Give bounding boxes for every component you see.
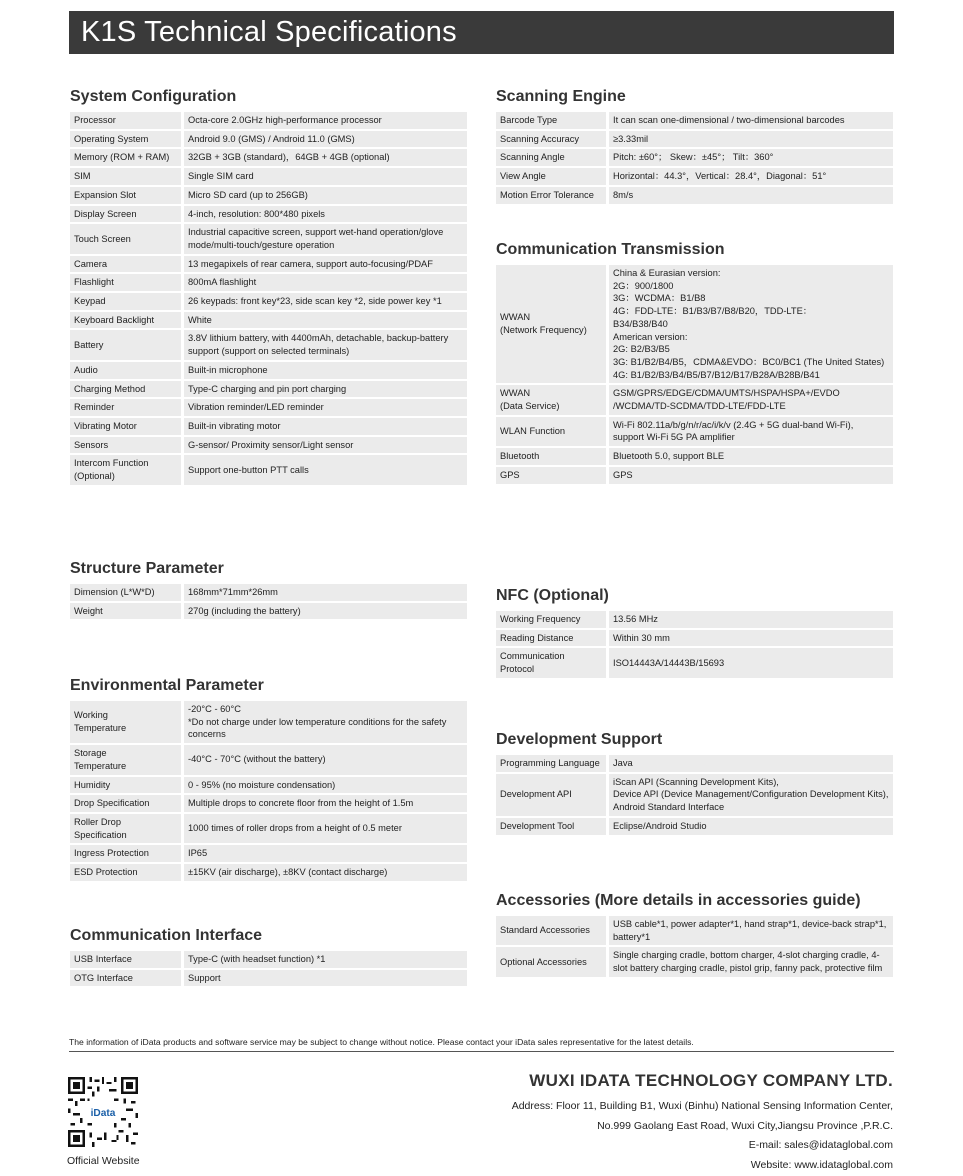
spec-label: Weight: [70, 603, 184, 620]
spec-label: Vibrating Motor: [70, 418, 184, 435]
spec-row: [496, 448, 893, 465]
spec-value: Industrial capacitive screen, support wet-hand operation/glove mode/multi-touch/gesture operation: [184, 224, 467, 253]
spec-label: Bluetooth: [496, 448, 609, 465]
spec-label: Storage Temperature: [70, 745, 184, 774]
spec-row: [70, 206, 467, 223]
spec-value: China & Eurasian version: 2G：900/1800 3G：WCDMA：B1/B8 4G：FDD-LTE：B1/B3/B7/B8/B20，TDD-LTE： B34/B38/B40 American version: 2G: B2/B3/B5 3G: B1/B2/B4/B5，CDMA&EVDO：BC0/BC1 (The United States) 4G: B1/B2/B3/B4/B5/B7/B12/B17/B28A/B28B/B41: [609, 265, 893, 383]
spec-value: Octa-core 2.0GHz high-performance processor: [184, 112, 467, 129]
spec-row: [496, 630, 893, 647]
spec-label: Flashlight: [70, 274, 184, 291]
spec-row: [70, 864, 467, 881]
spec-value: 1000 times of roller drops from a height of 0.5 meter: [184, 814, 467, 843]
spec-row: [70, 224, 467, 253]
spec-value: 800mA flashlight: [184, 274, 467, 291]
spec-value: Horizontal：44.3°，Vertical：28.4°，Diagonal：51°: [609, 168, 893, 185]
spec-row: [496, 265, 893, 383]
spec-value: It can scan one-dimensional / two-dimensional barcodes: [609, 112, 893, 129]
spec-label: Dimension (L*W*D): [70, 584, 184, 601]
spec-value: Built-in vibrating motor: [184, 418, 467, 435]
spec-value: Type-C (with headset function) *1: [184, 951, 467, 968]
spec-value: -40°C - 70°C (without the battery): [184, 745, 467, 774]
spec-value: Single SIM card: [184, 168, 467, 185]
spec-label: Battery: [70, 330, 184, 359]
spec-row: [70, 187, 467, 204]
section-environmental-parameter: [70, 676, 467, 883]
spec-row: [70, 256, 467, 273]
spec-table: [496, 753, 893, 837]
spec-value: 3.8V lithium battery, with 4400mAh, detachable, backup-battery support (support on selected terminals): [184, 330, 467, 359]
spec-value: 8m/s: [609, 187, 893, 204]
section-accessories: [496, 891, 893, 979]
spec-label: Reminder: [70, 399, 184, 416]
spec-label: Expansion Slot: [70, 187, 184, 204]
spec-value: Multiple drops to concrete floor from the height of 1.5m: [184, 795, 467, 812]
disclaimer-note: The information of iData products and software service may be subject to change without notice. Please contact your iData sales representative for the latest details.: [69, 1037, 694, 1047]
spec-label: Roller Drop Specification: [70, 814, 184, 843]
spec-value: Support one-button PTT calls: [184, 455, 467, 484]
spec-label: WLAN Function: [496, 417, 609, 446]
section-nfc: [496, 586, 893, 680]
spec-value: Wi-Fi 802.11a/b/g/n/r/ac/i/k/v (2.4G + 5G dual-band Wi-Fi), support Wi-Fi 5G PA amplifier: [609, 417, 893, 446]
spec-table: [496, 263, 893, 486]
spec-value: Android 9.0 (GMS) / Android 11.0 (GMS): [184, 131, 467, 148]
spec-row: [496, 916, 893, 945]
spec-label: Keyboard Backlight: [70, 312, 184, 329]
spec-row: [70, 814, 467, 843]
spec-label: Programming Language: [496, 755, 609, 772]
spec-value: Type-C charging and pin port charging: [184, 381, 467, 398]
section-communication-transmission: [496, 240, 893, 486]
title-banner: [69, 11, 894, 54]
section-heading: Environmental Parameter: [70, 677, 264, 694]
company-info: [512, 1071, 893, 1175]
spec-value: -20°C - 60°C *Do not charge under low temperature conditions for the safety concerns: [184, 701, 467, 743]
spec-row: [70, 951, 467, 968]
spec-value: 26 keypads: front key*23, side scan key *2, side power key *1: [184, 293, 467, 310]
spec-row: [70, 418, 467, 435]
spec-row: [496, 467, 893, 484]
spec-row: [70, 131, 467, 148]
spec-value: ≥3.33mil: [609, 131, 893, 148]
spec-row: [496, 131, 893, 148]
spec-label: Standard Accessories: [496, 916, 609, 945]
qr-code-icon[interactable]: [68, 1077, 138, 1147]
company-address-line-2: No.999 Gaolang East Road, Wuxi City,Jiangsu Province ,P.R.C.: [597, 1119, 893, 1132]
spec-row: [496, 385, 893, 414]
section-communication-interface: [70, 926, 467, 988]
spec-value: White: [184, 312, 467, 329]
spec-value: 168mm*71mm*26mm: [184, 584, 467, 601]
spec-row: [496, 755, 893, 772]
spec-row: [70, 274, 467, 291]
spec-row: [496, 149, 893, 166]
spec-label: Working Frequency: [496, 611, 609, 628]
spec-row: [70, 701, 467, 743]
qr-label: Official Website: [67, 1155, 140, 1167]
section-system-configuration: [70, 87, 467, 487]
spec-row: [70, 777, 467, 794]
spec-label: Communication Protocol: [496, 648, 609, 677]
spec-row: [70, 149, 467, 166]
section-heading: System Configuration: [70, 88, 237, 105]
spec-value: Vibration reminder/LED reminder: [184, 399, 467, 416]
spec-value: 13.56 MHz: [609, 611, 893, 628]
spec-value: 270g (including the battery): [184, 603, 467, 620]
section-structure-parameter: [70, 559, 467, 621]
spec-row: [70, 584, 467, 601]
spec-row: [70, 293, 467, 310]
spec-value: iScan API (Scanning Development Kits), Device API (Device Management/Configuration Development Kits), Android Standard Interface: [609, 774, 893, 816]
spec-value: G-sensor/ Proximity sensor/Light sensor: [184, 437, 467, 454]
spec-label: ESD Protection: [70, 864, 184, 881]
section-heading: Accessories (More details in accessories guide): [496, 892, 861, 909]
spec-table: [496, 914, 893, 979]
spec-label: Intercom Function (Optional): [70, 455, 184, 484]
spec-row: [496, 648, 893, 677]
spec-row: [496, 818, 893, 835]
spec-value: Support: [184, 970, 467, 987]
spec-label: Scanning Accuracy: [496, 131, 609, 148]
spec-table: [70, 699, 467, 883]
spec-value: GPS: [609, 467, 893, 484]
spec-label: Reading Distance: [496, 630, 609, 647]
spec-label: Display Screen: [70, 206, 184, 223]
spec-table: [70, 949, 467, 988]
spec-label: OTG Interface: [70, 970, 184, 987]
spec-label: WWAN (Network Frequency): [496, 265, 609, 383]
spec-row: [70, 381, 467, 398]
spec-label: Sensors: [70, 437, 184, 454]
spec-label: GPS: [496, 467, 609, 484]
spec-row: [70, 168, 467, 185]
spec-label: WWAN (Data Service): [496, 385, 609, 414]
spec-row: [70, 745, 467, 774]
spec-row: [70, 603, 467, 620]
section-heading: Structure Parameter: [70, 560, 224, 577]
company-website[interactable]: Website: www.idataglobal.com: [750, 1158, 893, 1171]
spec-value: GSM/GPRS/EDGE/CDMA/UMTS/HSPA/HSPA+/EVDO /WCDMA/TD-SCDMA/TDD-LTE/FDD-LTE: [609, 385, 893, 414]
spec-row: [70, 362, 467, 379]
spec-row: [496, 611, 893, 628]
section-development-support: [496, 730, 893, 837]
spec-row: [70, 437, 467, 454]
section-heading: Development Support: [496, 731, 663, 748]
spec-value: 4-inch, resolution: 800*480 pixels: [184, 206, 467, 223]
spec-value: Within 30 mm: [609, 630, 893, 647]
spec-row: [496, 168, 893, 185]
company-email[interactable]: E-mail: sales@idataglobal.com: [748, 1139, 893, 1152]
spec-row: [496, 187, 893, 204]
spec-label: Operating System: [70, 131, 184, 148]
spec-value: Java: [609, 755, 893, 772]
spec-label: USB Interface: [70, 951, 184, 968]
spec-value: 0 - 95% (no moisture condensation): [184, 777, 467, 794]
spec-table: [496, 609, 893, 680]
spec-row: [496, 947, 893, 976]
spec-label: Processor: [70, 112, 184, 129]
spec-row: [70, 312, 467, 329]
company-name: WUXI IDATA TECHNOLOGY COMPANY LTD.: [529, 1071, 893, 1090]
spec-label: View Angle: [496, 168, 609, 185]
spec-label: Keypad: [70, 293, 184, 310]
spec-row: [70, 330, 467, 359]
spec-value: Pitch: ±60°； Skew：±45°； Tilt：360°: [609, 149, 893, 166]
spec-label: Touch Screen: [70, 224, 184, 253]
spec-label: Humidity: [70, 777, 184, 794]
spec-label: Motion Error Tolerance: [496, 187, 609, 204]
section-heading: Communication Transmission: [496, 241, 725, 258]
spec-label: SIM: [70, 168, 184, 185]
spec-row: [496, 774, 893, 816]
spec-label: Optional Accessories: [496, 947, 609, 976]
spec-label: Barcode Type: [496, 112, 609, 129]
spec-row: [70, 970, 467, 987]
qr-logo-text: iData: [90, 1108, 116, 1120]
spec-value: 13 megapixels of rear camera, support auto-focusing/PDAF: [184, 256, 467, 273]
spec-row: [70, 795, 467, 812]
spec-value: IP65: [184, 845, 467, 862]
page-title: K1S Technical Specifications: [81, 16, 457, 48]
section-heading: NFC (Optional): [496, 587, 609, 604]
spec-row: [70, 845, 467, 862]
spec-row: [70, 455, 467, 484]
section-heading: Communication Interface: [70, 927, 263, 944]
spec-value: ISO14443A/14443B/15693: [609, 648, 893, 677]
spec-label: Ingress Protection: [70, 845, 184, 862]
footer-divider: [69, 1051, 894, 1052]
spec-label: Charging Method: [70, 381, 184, 398]
spec-label: Scanning Angle: [496, 149, 609, 166]
spec-label: Audio: [70, 362, 184, 379]
spec-row: [496, 112, 893, 129]
company-address-line-1: Address: Floor 11, Building B1, Wuxi (Binhu) National Sensing Information Center,: [511, 1100, 893, 1112]
section-scanning-engine: [496, 87, 893, 206]
spec-table: [70, 110, 467, 487]
spec-label: Development Tool: [496, 818, 609, 835]
spec-label: Drop Specification: [70, 795, 184, 812]
spec-label: Memory (ROM + RAM): [70, 149, 184, 166]
spec-row: [70, 112, 467, 129]
spec-label: Development API: [496, 774, 609, 816]
spec-table: [496, 110, 893, 206]
spec-label: Camera: [70, 256, 184, 273]
spec-label: Working Temperature: [70, 701, 184, 743]
spec-value: 32GB + 3GB (standard)，64GB + 4GB (optional): [184, 149, 467, 166]
spec-value: ±15KV (air discharge), ±8KV (contact discharge): [184, 864, 467, 881]
spec-value: Built-in microphone: [184, 362, 467, 379]
spec-value: Micro SD card (up to 256GB): [184, 187, 467, 204]
spec-value: Bluetooth 5.0, support BLE: [609, 448, 893, 465]
spec-row: [496, 417, 893, 446]
spec-value: Single charging cradle, bottom charger, 4-slot charging cradle, 4-slot battery charging cradle, pistol grip, fanny pack, protective film: [609, 947, 893, 976]
spec-value: Eclipse/Android Studio: [609, 818, 893, 835]
spec-value: USB cable*1, power adapter*1, hand strap*1, device-back strap*1, battery*1: [609, 916, 893, 945]
spec-table: [70, 582, 467, 621]
section-heading: Scanning Engine: [496, 88, 626, 105]
spec-row: [70, 399, 467, 416]
